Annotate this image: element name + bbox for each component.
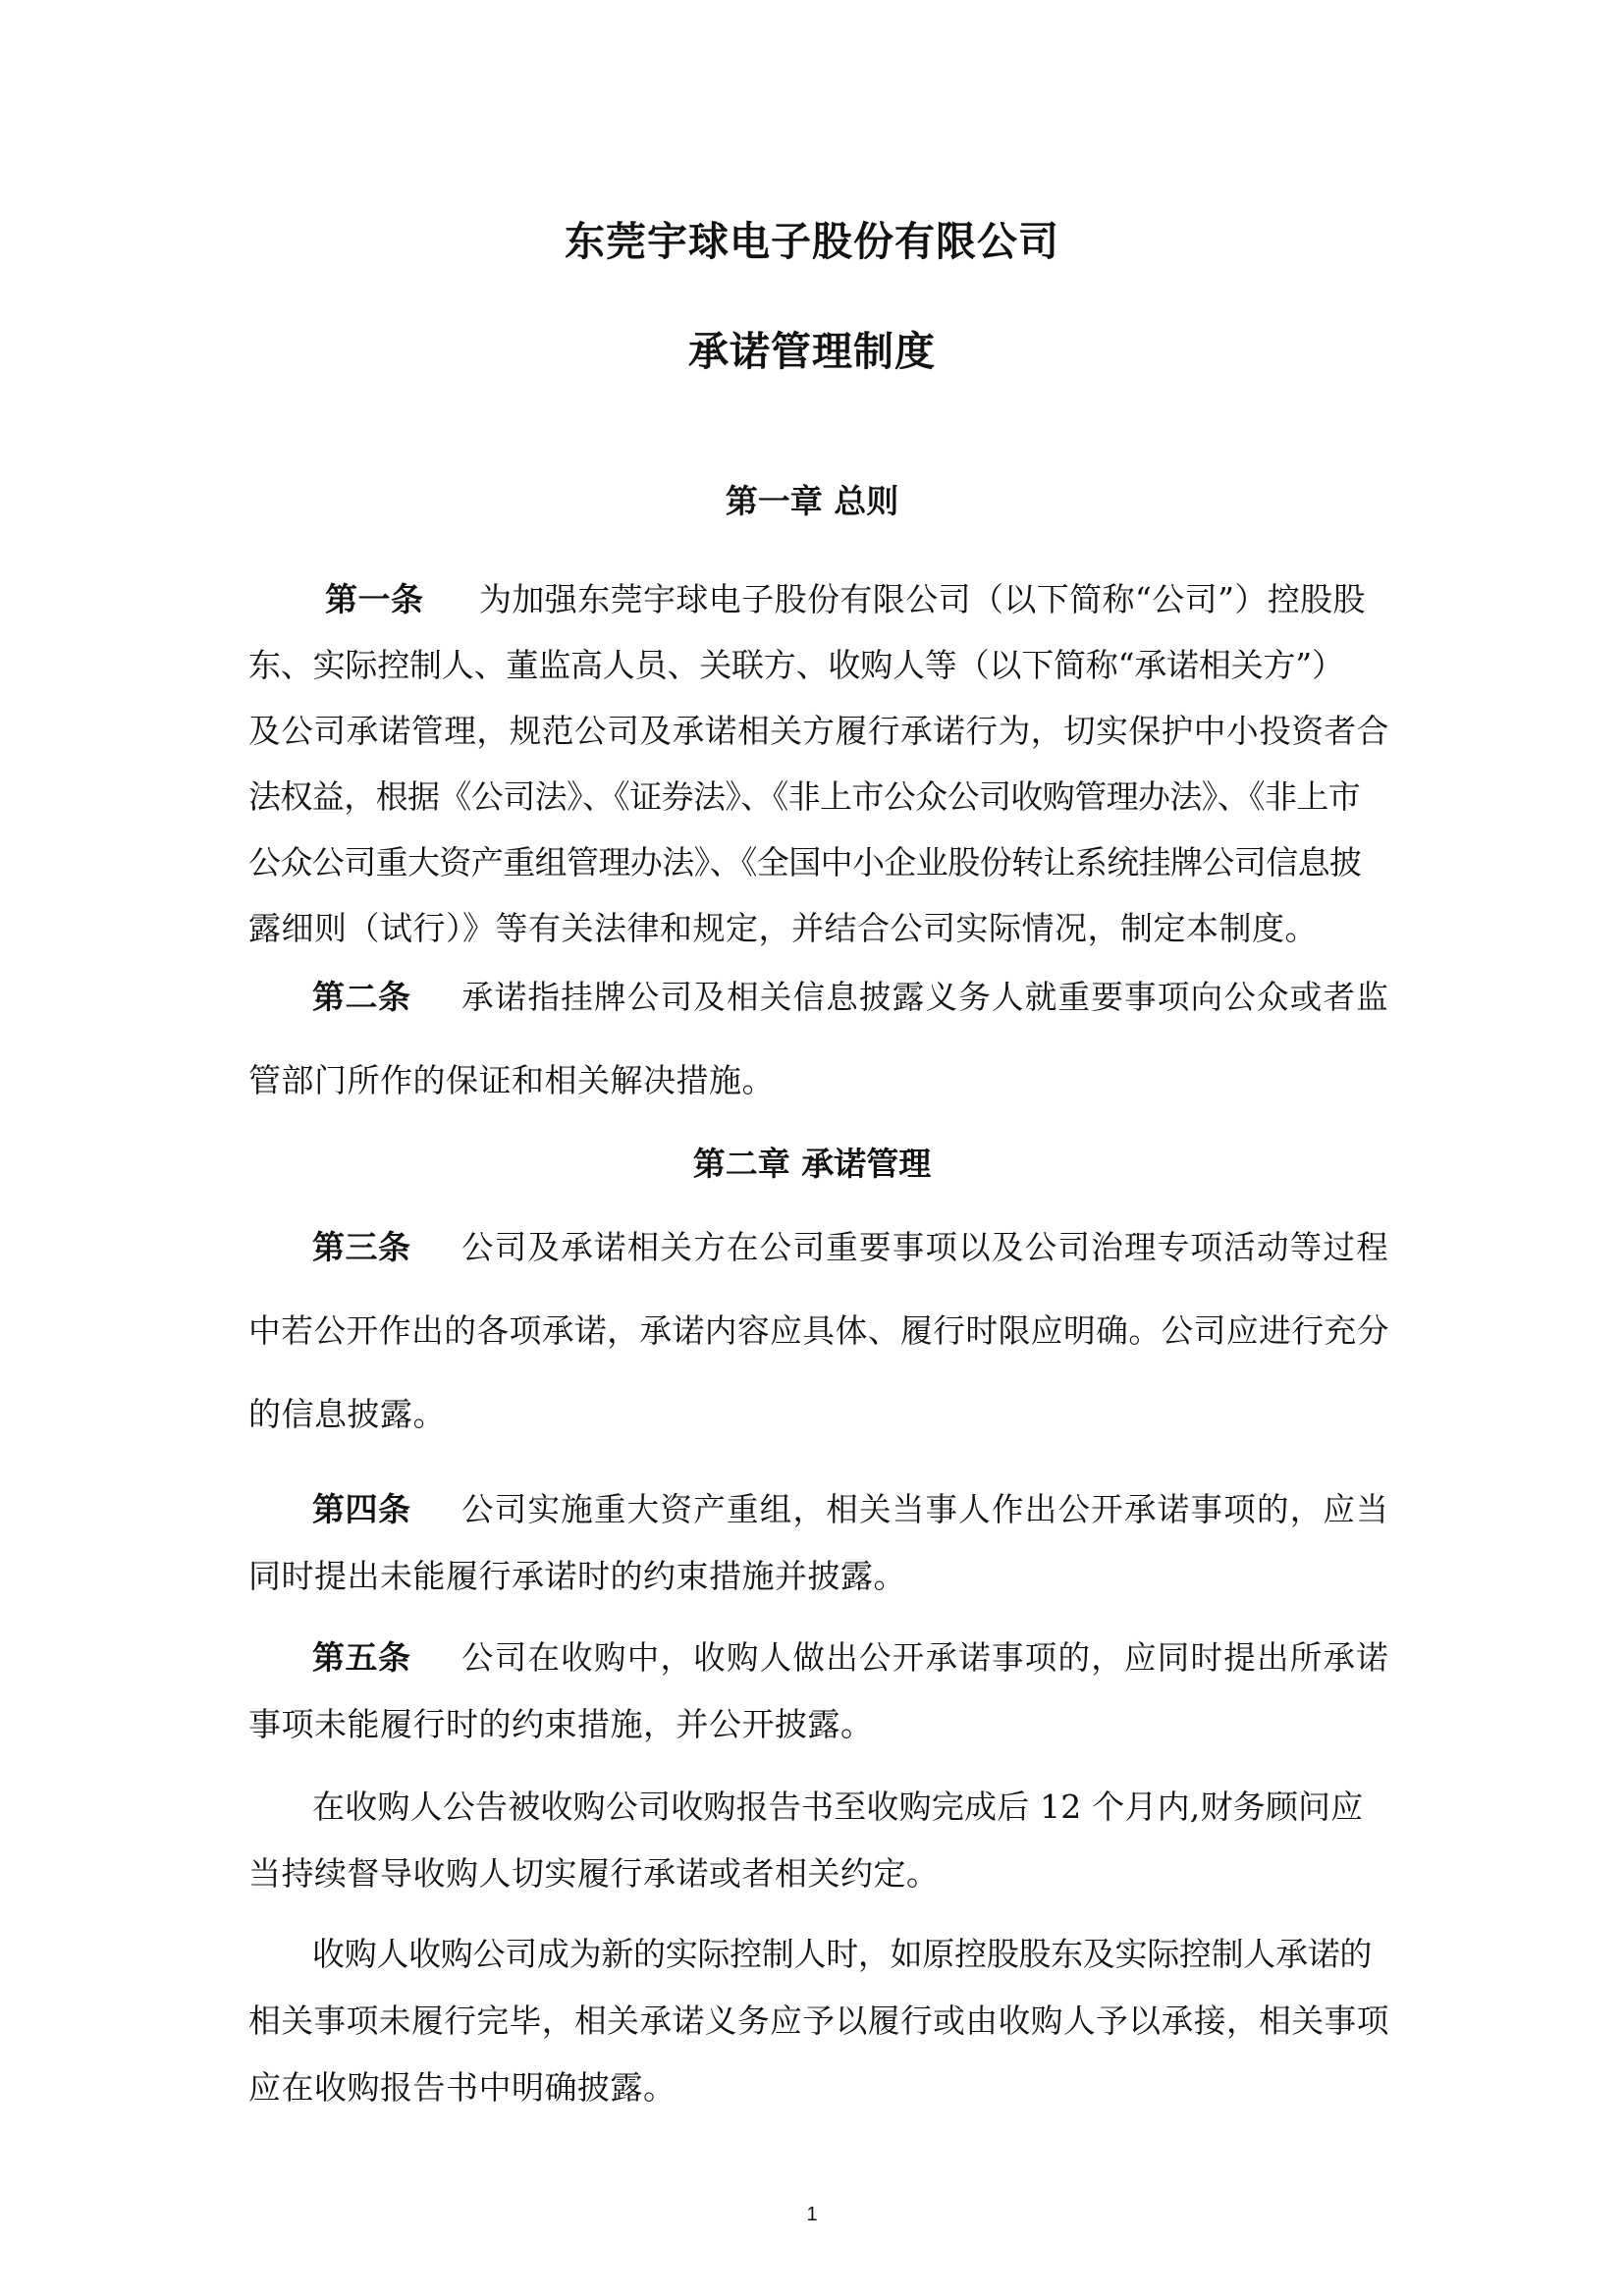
article-1-line-3: 及公司承诺管理，规范公司及承诺相关方履行承诺行为，切实保护中小投资者合: [248, 712, 1390, 750]
article-1-line-4: 法权益，根据《公司法》、《证券法》、《非上市公众公司收购管理办法》、《非上市: [248, 777, 1361, 816]
article-5-line-2: 事项未能履行时的约束措施，并公开披露。: [248, 1705, 874, 1743]
article-1-line-2: 东、实际控制人、董监高人员、关联方、收购人等（以下简称“承诺相关方”）: [248, 646, 1344, 684]
article-1-label: 第一条: [325, 580, 424, 618]
document-title: 承诺管理制度: [688, 328, 936, 375]
article-5-label: 第五条: [312, 1638, 411, 1677]
article-3-line-2: 中若公开作出的各项承诺，承诺内容应具体、履行时限应明确。公司应进行充分: [248, 1311, 1389, 1350]
article-5-line-1: 公司在收购中，收购人做出公开承诺事项的，应同时提出所承诺: [461, 1638, 1390, 1677]
company-title: 东莞宇球电子股份有限公司: [565, 218, 1059, 265]
page-number: 1: [806, 2204, 818, 2225]
article-1-line-5: 公众公司重大资产重组管理办法》、《全国中小企业股份转让系统挂牌公司信息披: [248, 843, 1362, 881]
article-4-line-1: 公司实施重大资产重组，相关当事人作出公开承诺事项的，应当: [461, 1490, 1390, 1528]
chapter-heading-1: 第一章 总则: [725, 482, 899, 520]
article-3-line-1: 公司及承诺相关方在公司重要事项以及公司治理专项活动等过程: [461, 1228, 1390, 1266]
article-1-line-1: 为加强东莞宇球电子股份有限公司（以下简称“公司”）控股股: [479, 580, 1366, 618]
paragraph-6-line-2: 当持续督导收购人切实履行承诺或者相关约定。: [248, 1854, 940, 1893]
article-3-label: 第三条: [312, 1228, 411, 1266]
paragraph-7-line-3: 应在收购报告书中明确披露。: [248, 2068, 677, 2107]
paragraph-7-line-2: 相关事项未履行完毕，相关承诺义务应予以履行或由收购人予以承接，相关事项: [248, 2002, 1389, 2040]
article-3-line-3: 的信息披露。: [248, 1395, 446, 1433]
article-4-label: 第四条: [312, 1490, 411, 1528]
article-2-label: 第二条: [312, 978, 411, 1016]
article-4-line-2: 同时提出未能履行承诺时的约束措施并披露。: [248, 1557, 906, 1595]
article-2-line-2: 管部门所作的保证和相关解决措施。: [248, 1061, 775, 1099]
article-2-line-1: 承诺指挂牌公司及相关信息披露义务人就重要事项向公众或者监: [461, 978, 1389, 1016]
chapter-heading-2: 第二章 承诺管理: [692, 1145, 932, 1183]
paragraph-7-line-1: 收购人收购公司成为新的实际控制人时，如原控股股东及实际控制人承诺的: [312, 1935, 1373, 1973]
article-1-line-6: 露细则（试行）》等有关法律和规定，并结合公司实际情况，制定本制度。: [248, 909, 1318, 947]
paragraph-6-line-1: 在收购人公告被收购公司收购报告书至收购完成后 12 个月内,财务顾问应: [312, 1788, 1364, 1826]
